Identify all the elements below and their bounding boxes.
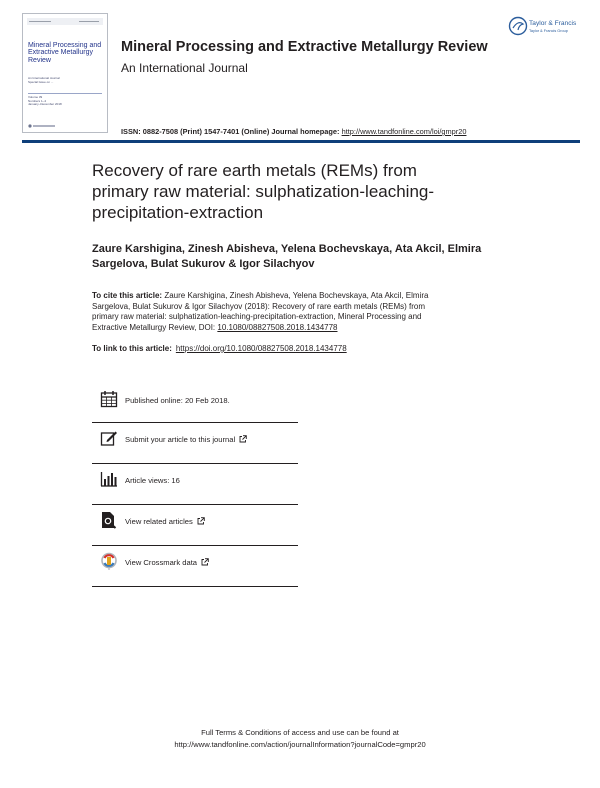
article-link-label: To link to this article: — [92, 344, 172, 353]
external-link-icon — [239, 435, 247, 443]
related-articles-link[interactable]: View related articles — [125, 517, 205, 526]
published-online-item — [92, 384, 298, 423]
article-link-line — [92, 344, 347, 353]
logo-text-group: Taylor & Francis Group — [529, 29, 568, 33]
external-link-icon — [197, 517, 205, 525]
article-info-list — [92, 384, 298, 587]
related-articles-item[interactable] — [92, 505, 298, 546]
footer-terms — [0, 727, 600, 751]
issn-label: ISSN: 0882-7508 (Print) 1547-7401 (Online) Journal homepage: — [121, 127, 340, 136]
article-doi-link[interactable]: https://doi.org/10.1080/08827508.2018.1434778 — [175, 344, 347, 353]
cover-divider — [28, 93, 102, 94]
article-authors: Zaure Karshigina, Zinesh Abisheva, Yelena Bochevskaya, Ata Akcil, Elmira Sargelova, Bulat Sukurov & Igor Silachyov — [92, 243, 482, 270]
taylor-francis-logo — [507, 14, 583, 44]
cover-top-bar — [27, 18, 103, 25]
citation-label: To cite this article: — [92, 291, 163, 300]
article-views-item — [92, 464, 298, 505]
crossmark-link[interactable]: View Crossmark data — [125, 558, 209, 567]
logo-text-main: Taylor & Francis — [529, 20, 577, 27]
citation-block: To cite this article: Zaure Karshigina, Zinesh Abisheva, Yelena Bochevskaya, Ata Akcil, Elmira Sargelova, Bulat Sukurov & Igor Silachyov (2018): Recovery of rare earth metals (REMs) from primary raw material: sulphatization-leaching-precipitation-extraction, Mineral Processing and Extractive Metallurgy Review, DOI: 10.1080/08827508.2018.1434778 — [92, 291, 429, 332]
crossmark-icon — [100, 552, 118, 570]
footer-terms-text: Full Terms & Conditions of access and use can be found at — [201, 728, 399, 737]
crossmark-item[interactable] — [92, 546, 298, 587]
document-search-icon — [100, 511, 118, 529]
submit-article-link[interactable]: Submit your article to this journal — [125, 435, 247, 444]
external-link-icon — [201, 558, 209, 566]
journal-homepage-link[interactable]: http://www.tandfonline.com/loi/gmpr20 — [341, 127, 467, 136]
published-online-text: Published online: 20 Feb 2018. — [125, 396, 230, 405]
journal-subtitle: An International Journal — [121, 61, 248, 75]
citation-doi-link[interactable]: 10.1080/08827508.2018.1434778 — [217, 322, 338, 332]
cover-volume: Volume 39 Numbers 1–4 January–December 2018 — [28, 95, 62, 107]
cover-subtitle: An International Journal Special Issue on ... — [28, 76, 60, 84]
article-views-text: Article views: 16 — [125, 476, 180, 485]
journal-title: Mineral Processing and Extractive Metallurgy Review — [121, 39, 488, 55]
pencil-icon — [100, 429, 118, 447]
cover-publisher-logo — [28, 124, 58, 128]
issn-line — [121, 127, 466, 136]
footer-terms-url[interactable]: http://www.tandfonline.com/action/journalInformation?journalCode=gmpr20 — [174, 740, 426, 749]
submit-article-item[interactable] — [92, 423, 298, 464]
article-title: Recovery of rare earth metals (REMs) from primary raw material: sulphatization-leaching- precipitation-extraction — [92, 161, 435, 222]
header-divider — [22, 140, 580, 143]
cover-title: Mineral Processing and Extractive Metallurgy Review — [28, 42, 102, 64]
bar-chart-icon — [100, 470, 118, 488]
journal-cover-thumbnail — [22, 13, 108, 133]
calendar-icon — [100, 390, 118, 408]
